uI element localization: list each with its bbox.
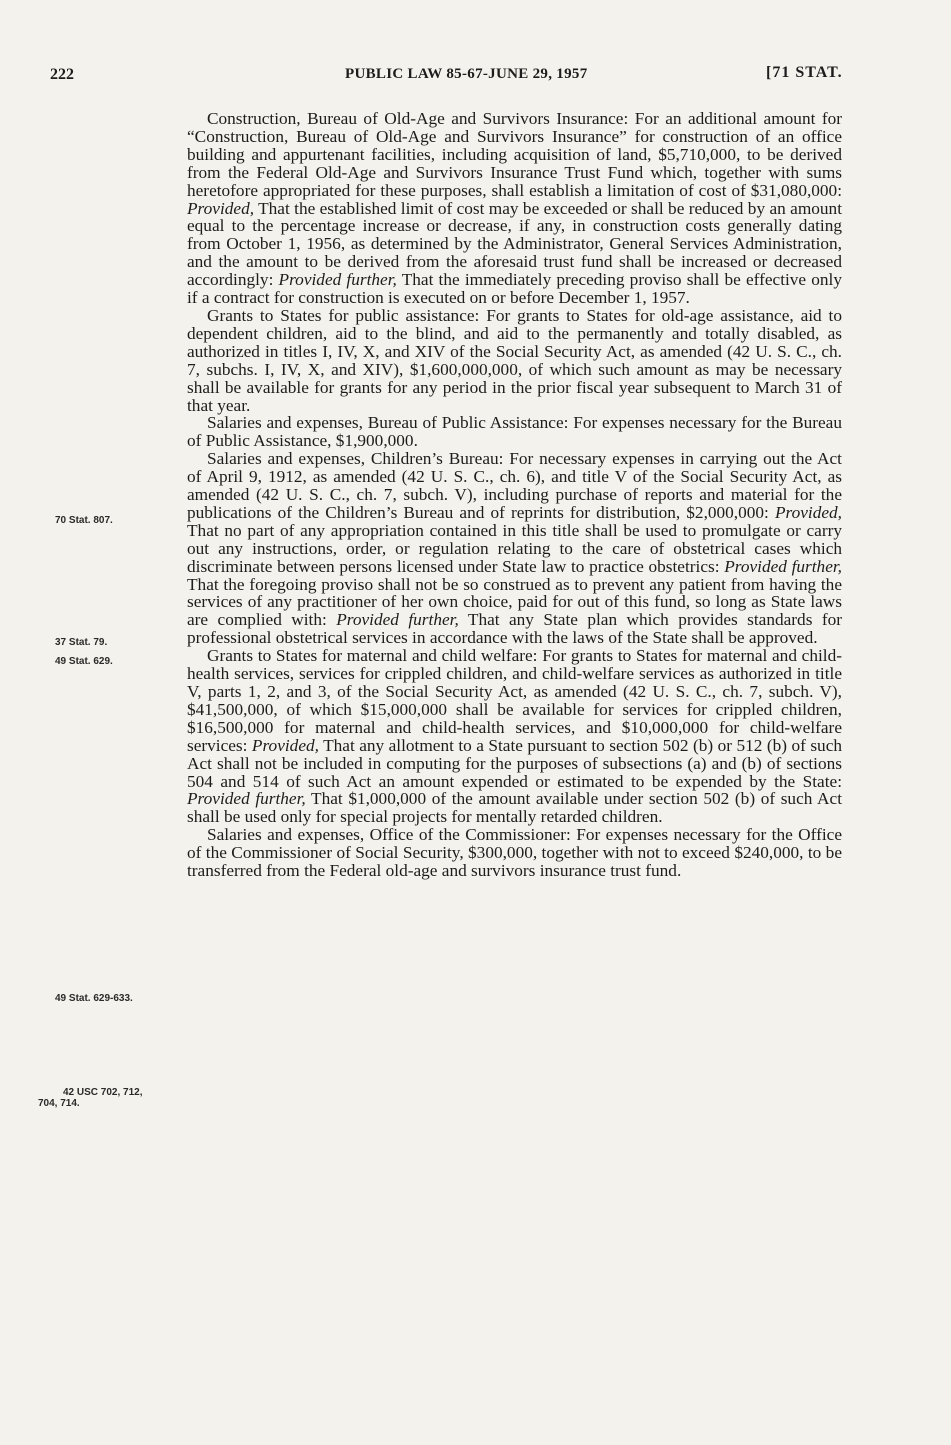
running-header xyxy=(0,64,951,90)
margin-note: 49 Stat. 629. xyxy=(55,656,113,667)
body-text xyxy=(187,110,842,880)
header-title: PUBLIC LAW 85-67-JUNE 29, 1957 xyxy=(345,66,588,82)
paragraph-text: Salaries and expenses, Children’s Bureau: For necessary expenses in carrying out the Act of April 9, 1912, as amended (42 U. S. C., ch. 6), and title V of the Social Security Act, as amended (42 U. S. C., ch. 7, subch. V), including purchase of reports and material for the publications of the Children’s Bureau and of reprints for distribution, $2,000,000: xyxy=(187,449,842,522)
margin-note: 704, 714. xyxy=(38,1098,80,1109)
paragraph-public-assistance xyxy=(187,307,842,414)
paragraph-text: That no part of any appropriation contained in this title shall be used to promulgate or carry out any instructions, order, or regulation relating to the care of obstetrical cases which discriminate between persons licensed under State law to practice obstetrics: xyxy=(187,520,842,576)
margin-note: 49 Stat. 629-633. xyxy=(55,993,133,1004)
paragraph-text: That any State plan which provides standards for professional obstetrical services in accordance with the laws of the State shall be approved. xyxy=(187,610,843,648)
paragraph-text: That the established limit of cost may be exceeded or shall be reduced by an amount equal to the percentage increase or decrease, if any, in construction costs generally dating from October 1, 1956, as determined by the Administrator, General Services Administration, and the amount to be derived from the aforesaid trust fund shall be increased or decreased accordingly: xyxy=(187,198,842,290)
margin-note: 70 Stat. 807. xyxy=(55,515,113,526)
paragraph-construction xyxy=(187,110,842,307)
margin-note: 37 Stat. 79. xyxy=(55,637,108,648)
paragraph-text: That $1,000,000 of the amount available under section 502 (b) of such Act shall be used only for special projects for mentally retarded children. xyxy=(187,789,842,827)
paragraph-text: Salaries and expenses, Office of the Commissioner: For expenses necessary for the Office of the Commissioner of Social Security, $300,000, together with not to exceed $240,000, to be transferred from the Federal old-age and survivors insurance trust fund. xyxy=(187,825,842,881)
paragraph-text: Construction, Bureau of Old-Age and Survivors Insurance: For an additional amount for “Construction, Bureau of Old-Age and Survivors Insurance” for construction of an office building and appurtenant facilities, including acquisition of land, $5,710,000, to be derived from the Federal Old-Age and Survivors Insurance Trust Fund which, together with sums heretofore appropriated for these purposes, shall establish a limitation of cost of $31,080,000: xyxy=(187,109,842,200)
paragraph-text: That the immediately preceding proviso shall be effective only if a contract for construction is executed on or before December 1, 1957. xyxy=(187,270,843,308)
paragraph-office-commissioner xyxy=(187,826,842,880)
proviso-italic-text: Provided further, xyxy=(278,270,397,290)
paragraph-maternal-child-welfare xyxy=(187,647,842,826)
proviso-italic-text: Provided, xyxy=(251,735,319,755)
proviso-italic-text: Provided further, xyxy=(187,789,306,809)
margin-note: 42 USC 702, 712, xyxy=(63,1087,143,1098)
paragraph-text: Salaries and expenses, Bureau of Public Assistance: For expenses necessary for the Bureau of Public Assistance, $1,900,000. xyxy=(187,413,842,451)
paragraph-text: That the foregoing proviso shall not be so construed as to prevent any patient from having the services of any practitioner of her own choice, paid for out of this fund, so long as State laws are complied with: xyxy=(187,574,842,630)
statute-reference: [71 STAT. xyxy=(766,64,843,81)
proviso-italic-text: Provided further, xyxy=(724,556,842,576)
page-number: 222 xyxy=(50,66,74,83)
paragraph-childrens-bureau xyxy=(187,450,842,647)
proviso-italic-text: Provided further, xyxy=(336,610,459,630)
proviso-italic-text: Provided, xyxy=(774,502,842,522)
paragraph-text: Grants to States for maternal and child welfare: For grants to States for maternal and child-health services, services for crippled children, and child-welfare services as authorized in title V, parts 1, 2, and 3, of the Social Security Act, as amended (42 U. S. C., ch. 7, subch. V), $41,500,000, of which $15,000,000 shall be available for services for crippled children, $16,500,000 for maternal and child-health services, and $10,000,000 for child-welfare services: xyxy=(187,646,842,755)
paragraph-bureau-public-assistance xyxy=(187,414,842,450)
proviso-italic-text: Provided, xyxy=(187,198,255,218)
paragraph-text: That any allotment to a State pursuant to section 502 (b) or 512 (b) of such Act shall not be included in computing for the purposes of subsections (a) and (b) of sections 504 and 514 of such Act an amount expended or estimated to be expended by the State: xyxy=(187,735,842,791)
paragraph-text: Grants to States for public assistance: For grants to States for old-age assistance, aid to dependent children, aid to the blind, and aid to the permanently and totally disabled, as authorized in titles I, IV, X, and XIV of the Social Security Act, as amended (42 U. S. C., ch. 7, subchs. I, IV, X, and XIV), $1,600,000,000, of which such amount as may be necessary shall be available for grants for any period in the prior fiscal year subsequent to March 31 of that year. xyxy=(187,305,842,415)
